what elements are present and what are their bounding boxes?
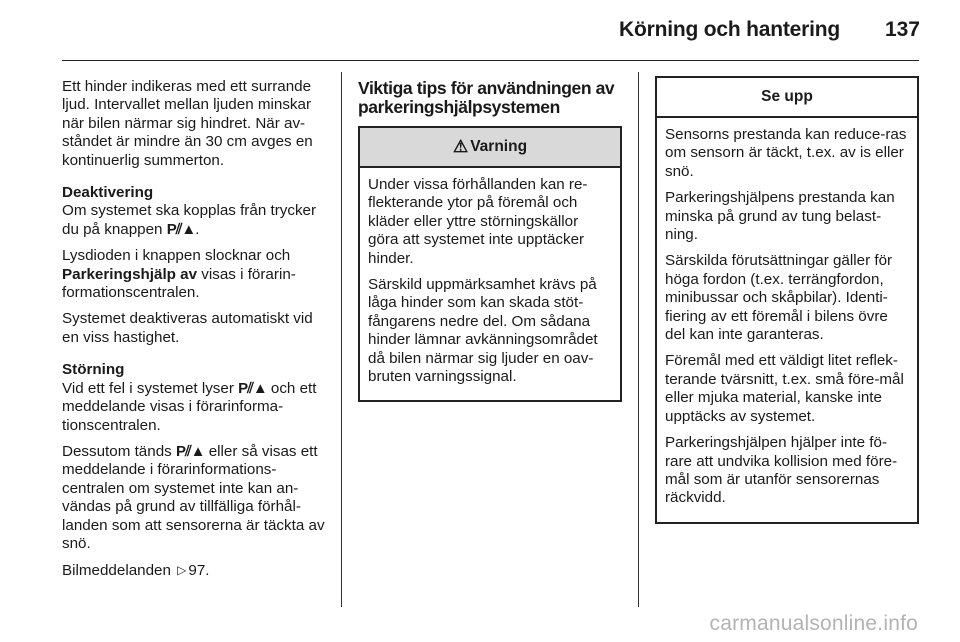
- page-reference-icon: ▷: [177, 563, 187, 578]
- page-title: Körning och hantering: [619, 18, 840, 41]
- fault-text-2: Dessutom tänds: [62, 442, 176, 460]
- page-reference: 97.: [188, 562, 210, 580]
- caution-box-body: [657, 118, 917, 522]
- deactivation-text-1: Om systemet ska kopplas från trycker du på knappen: [62, 202, 317, 238]
- page-header: [0, 0, 960, 62]
- deactivation-text-2: Lysdioden i knappen slocknar och: [62, 247, 291, 265]
- fault-paragraph-1: [62, 380, 328, 435]
- deactivation-text-1-end: .: [195, 220, 200, 238]
- deactivation-heading: Deaktivering: [62, 184, 154, 202]
- warning-box-body: [360, 168, 620, 400]
- fault-heading: Störning: [62, 361, 125, 379]
- caution-paragraph-2: Parkeringshjälpens prestanda kan minska på grund av tung belast-ning.: [665, 189, 895, 244]
- warning-paragraph-1: Under vissa förhållanden kan re-flekterande ytor på föremål och kläder eller yttre störningskällor göra att systemet inte upptäcker hinder.: [368, 176, 588, 267]
- page-number: 137: [884, 18, 920, 41]
- column-1: [62, 78, 328, 589]
- deactivation-paragraph-1: [62, 202, 328, 239]
- column-2: [358, 79, 624, 117]
- parking-assist-icon: P⫽▲: [238, 379, 267, 397]
- intro-paragraph: Ett hinder indikeras med ett surrande ljud. Intervallet mellan ljuden minskar när bilen närmar sig hindret. När av-ståndet är mindre än 30 cm avges en kontinuerlig summerton.: [62, 78, 313, 169]
- caution-paragraph-5: Parkeringshjälpen hjälper inte fö-rare att undvika kollision med före-mål som är utanför sensorernas räckvidd.: [665, 434, 898, 507]
- header-rule: [62, 60, 919, 61]
- fault-text-1-end: och ett meddelande visas i förarinforma-tionscentralen.: [62, 379, 317, 434]
- watermark: carmanualsonline.info: [709, 612, 918, 635]
- section-heading-line-2: parkeringshjälpsystemen: [358, 97, 560, 117]
- deactivation-paragraph-2: [62, 247, 328, 302]
- caution-box: [655, 76, 919, 524]
- fault-text-2-end: eller så visas ett meddelande i förarinformations-centralen om systemet inte kan an-vändas på grund av tillfälliga förhål-landen som att sensorerna är täckta av snö.: [62, 442, 325, 552]
- deactivation-text-2-end: visas i förarin-formationscentralen.: [62, 265, 296, 302]
- caution-paragraph-1: Sensorns prestanda kan reduce-ras om sensorn är täckt, t.ex. av is eller snö.: [665, 126, 907, 180]
- warning-triangle-icon: ⚠: [452, 137, 469, 156]
- fault-paragraph-3: [62, 561, 328, 580]
- parking-assist-off-label: Parkeringshjälp av: [62, 265, 198, 283]
- warning-paragraph-2: Särskild uppmärksamhet krävs på låga hinder som kan skada stöt-fångarens nedre del. Om sådana hinder lämnar avkänningsområdet då bilen närmar sig ljuder en oav-bruten varningssignal.: [368, 276, 598, 386]
- parking-assist-icon: P⫽▲: [175, 442, 205, 460]
- warning-box: [358, 126, 622, 402]
- column-divider-2: [638, 72, 639, 607]
- section-heading-line-1: Viktiga tips för användningen av: [358, 78, 615, 98]
- caution-title: Se upp: [761, 88, 813, 105]
- warning-box-header: [360, 128, 620, 168]
- fault-paragraph-2: [62, 443, 328, 553]
- warning-title: Varning: [470, 138, 528, 155]
- caution-box-header: [657, 78, 917, 118]
- caution-paragraph-4: Föremål med ett väldigt litet reflek-terande tvärsnitt, t.ex. små före-mål eller mjuka material, kanske inte upptäcks av systemet.: [665, 352, 904, 425]
- parking-assist-icon: P⫽▲: [166, 220, 196, 238]
- column-divider-1: [341, 72, 342, 607]
- fault-text-1: Vid ett fel i systemet lyser: [62, 379, 239, 397]
- caution-paragraph-3: Särskilda förutsättningar gäller för höga fordon (t.ex. terrängfordon, minibussar och skåpbilar). Identi-fiering av ett föremål i bilens övre del kan inte garanteras.: [665, 252, 893, 344]
- vehicle-messages-link-text: Bilmeddelanden: [62, 562, 171, 580]
- deactivation-paragraph-3: Systemet deaktiveras automatiskt vid en viss hastighet.: [62, 310, 313, 346]
